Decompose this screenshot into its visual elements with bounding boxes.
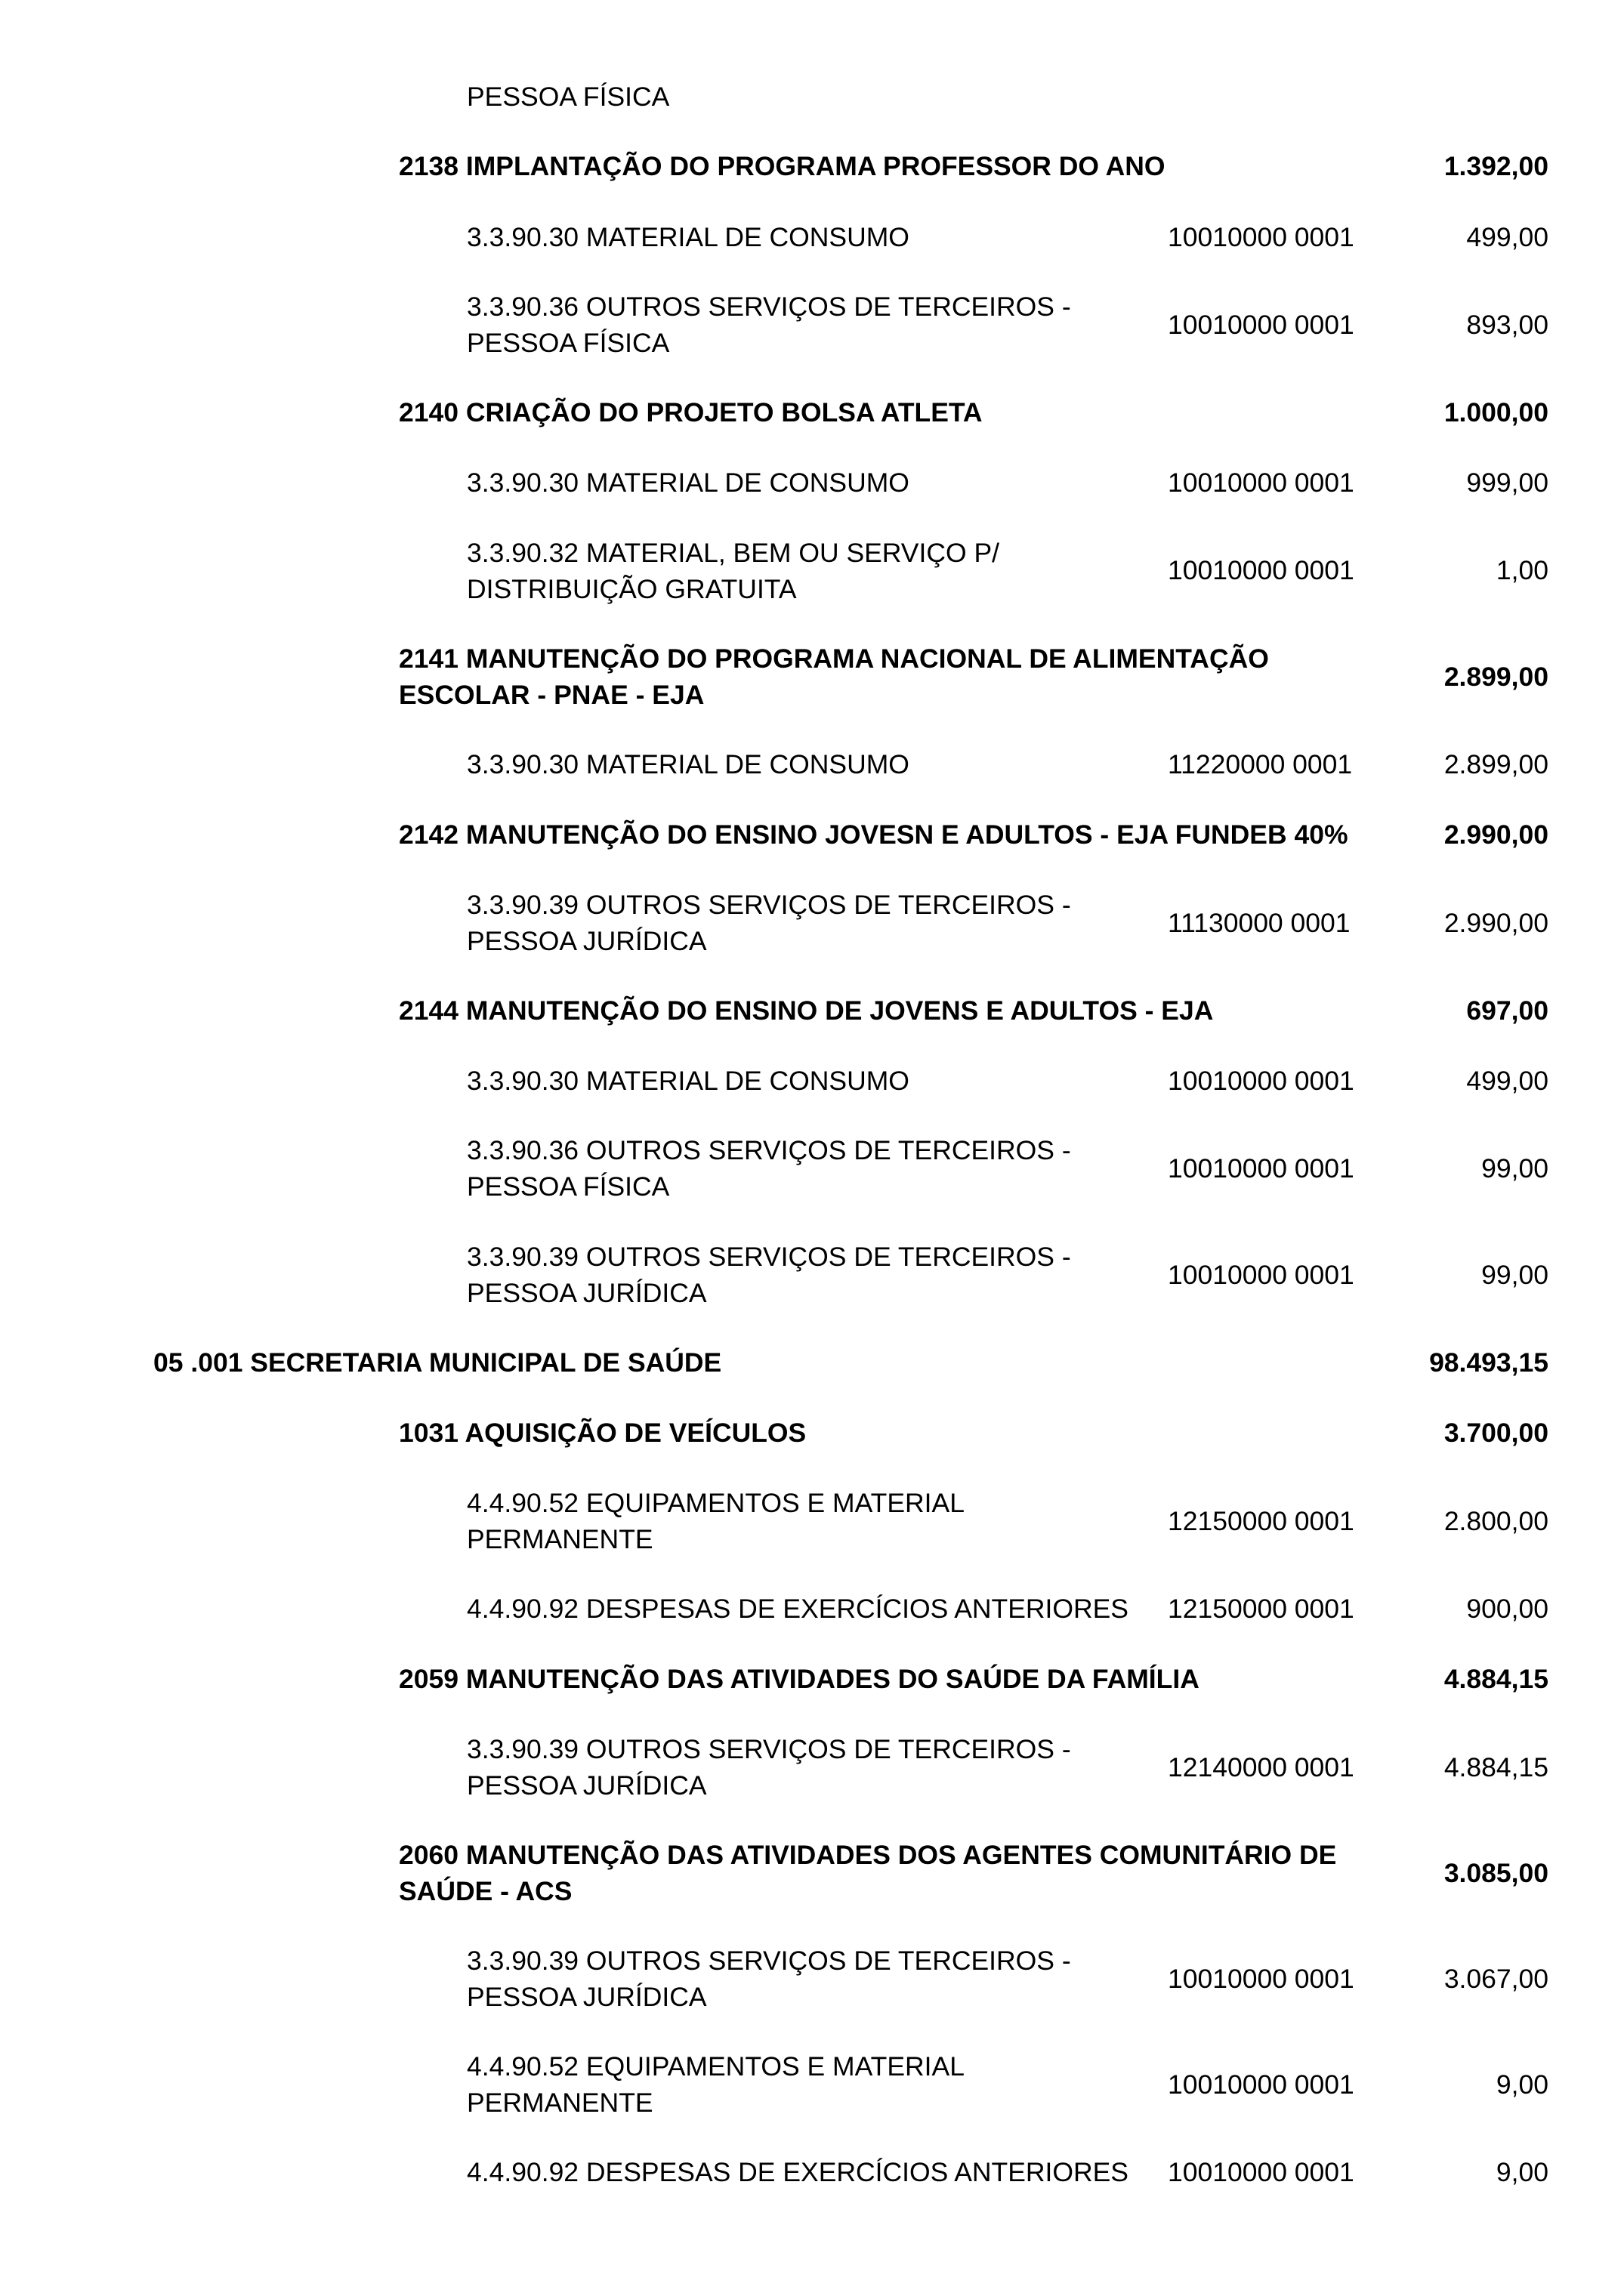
expense-source-code: 10010000 0001	[1168, 2069, 1354, 2100]
expense-description: 3.3.90.39 OUTROS SERVIÇOS DE TERCEIROS -	[467, 890, 1071, 920]
expense-source-code: 11220000 0001	[1168, 749, 1353, 779]
expense-source-code: 10010000 0001	[1168, 1066, 1354, 1096]
expense-value: 900,00	[1466, 1594, 1548, 1624]
expense-value: 3.067,00	[1443, 1964, 1548, 1994]
expense-value: 2.990,00	[1443, 908, 1548, 938]
expense-description-line2: PERMANENTE	[467, 1524, 653, 1554]
expense-value: 1,00	[1496, 555, 1548, 585]
expense-description-line2: PESSOA JURÍDICA	[467, 1278, 707, 1308]
expense-source-code: 11130000 0001	[1168, 908, 1351, 938]
project-2144-total: 697,00	[1466, 995, 1548, 1026]
expense-source-code: 10010000 0001	[1168, 1964, 1354, 1994]
expense-value: 9,00	[1496, 2069, 1548, 2100]
expense-description: 3.3.90.30 MATERIAL DE CONSUMO	[467, 222, 909, 252]
project-2141-title: 2141 MANUTENÇÃO DO PROGRAMA NACIONAL DE ALIMENTAÇÃO	[399, 643, 1269, 674]
expense-description: 4.4.90.92 DESPESAS DE EXERCÍCIOS ANTERIORES	[467, 1594, 1128, 1624]
expense-source-code: 10010000 0001	[1168, 2157, 1354, 2187]
project-2059-total: 4.884,15	[1443, 1664, 1548, 1694]
project-2142-total: 2.990,00	[1443, 819, 1548, 850]
project-2060-total: 3.085,00	[1443, 1858, 1548, 1888]
expense-description: 3.3.90.39 OUTROS SERVIÇOS DE TERCEIROS -	[467, 1946, 1071, 1976]
expense-description: 3.3.90.39 OUTROS SERVIÇOS DE TERCEIROS -	[467, 1734, 1071, 1764]
expense-description: 3.3.90.39 OUTROS SERVIÇOS DE TERCEIROS -	[467, 1242, 1071, 1272]
expense-description: 3.3.90.30 MATERIAL DE CONSUMO	[467, 468, 909, 498]
expense-description-line2: PERMANENTE	[467, 2088, 653, 2118]
project-2141-title-line2: ESCOLAR - PNAE - EJA	[399, 680, 705, 710]
expense-value: 2.899,00	[1443, 749, 1548, 779]
expense-description-line2: PESSOA JURÍDICA	[467, 926, 707, 956]
expense-description: 3.3.90.30 MATERIAL DE CONSUMO	[467, 1066, 909, 1096]
expense-value: 9,00	[1496, 2157, 1548, 2187]
expense-source-code: 12150000 0001	[1168, 1506, 1354, 1536]
organ-05-001-total: 98.493,15	[1429, 1347, 1548, 1378]
expense-description-line2: PESSOA FÍSICA	[467, 328, 670, 358]
expense-source-code: 10010000 0001	[1168, 310, 1354, 340]
expense-description-line2: PESSOA JURÍDICA	[467, 1982, 707, 2012]
expense-source-code: 10010000 0001	[1168, 1260, 1354, 1290]
expense-description: 4.4.90.52 EQUIPAMENTOS E MATERIAL	[467, 2051, 965, 2082]
project-1031-title: 1031 AQUISIÇÃO DE VEÍCULOS	[399, 1418, 807, 1448]
expense-description-line2: PESSOA FÍSICA	[467, 1171, 670, 1202]
expense-source-code: 10010000 0001	[1168, 222, 1354, 252]
project-2138-title: 2138 IMPLANTAÇÃO DO PROGRAMA PROFESSOR DO ANO	[399, 151, 1166, 181]
expense-source-code: 10010000 0001	[1168, 468, 1354, 498]
project-2140-total: 1.000,00	[1443, 397, 1548, 427]
project-2060-title-line2: SAÚDE - ACS	[399, 1876, 573, 1906]
project-2144-title: 2144 MANUTENÇÃO DO ENSINO DE JOVENS E ADULTOS - EJA	[399, 995, 1214, 1026]
expense-value: 499,00	[1466, 1066, 1548, 1096]
project-2141-total: 2.899,00	[1443, 662, 1548, 692]
expense-description-line2: DISTRIBUIÇÃO GRATUITA	[467, 574, 797, 604]
expense-description: 3.3.90.36 OUTROS SERVIÇOS DE TERCEIROS -	[467, 1135, 1071, 1165]
project-2140-title: 2140 CRIAÇÃO DO PROJETO BOLSA ATLETA	[399, 397, 983, 427]
expense-description-line2: PESSOA JURÍDICA	[467, 1770, 707, 1801]
expense-value: 4.884,15	[1443, 1752, 1548, 1782]
organ-05-001-title: 05 .001 SECRETARIA MUNICIPAL DE SAÚDE	[153, 1347, 722, 1378]
expense-value: 99,00	[1481, 1260, 1548, 1290]
expense-value: 2.800,00	[1443, 1506, 1548, 1536]
project-2059-title: 2059 MANUTENÇÃO DAS ATIVIDADES DO SAÚDE DA FAMÍLIA	[399, 1664, 1199, 1694]
expense-source-code: 10010000 0001	[1168, 1153, 1354, 1183]
project-2060-title: 2060 MANUTENÇÃO DAS ATIVIDADES DOS AGENTES COMUNITÁRIO DE	[399, 1840, 1337, 1870]
expense-description: 3.3.90.30 MATERIAL DE CONSUMO	[467, 749, 909, 779]
project-1031-total: 3.700,00	[1443, 1418, 1548, 1448]
expense-description: 3.3.90.32 MATERIAL, BEM OU SERVIÇO P/	[467, 538, 999, 568]
expense-source-code: 12140000 0001	[1168, 1752, 1354, 1782]
expense-value: 499,00	[1466, 222, 1548, 252]
expense-value: 893,00	[1466, 310, 1548, 340]
expense-description: 3.3.90.36 OUTROS SERVIÇOS DE TERCEIROS -	[467, 292, 1071, 322]
expense-value: 999,00	[1466, 468, 1548, 498]
expense-description: 4.4.90.92 DESPESAS DE EXERCÍCIOS ANTERIORES	[467, 2157, 1128, 2187]
expense-value: 99,00	[1481, 1153, 1548, 1183]
expense-source-code: 10010000 0001	[1168, 555, 1354, 585]
expense-description-continuation: PESSOA FÍSICA	[467, 82, 670, 112]
project-2142-title: 2142 MANUTENÇÃO DO ENSINO JOVESN E ADULTOS - EJA FUNDEB 40%	[399, 819, 1348, 850]
expense-source-code: 12150000 0001	[1168, 1594, 1354, 1624]
expense-description: 4.4.90.52 EQUIPAMENTOS E MATERIAL	[467, 1488, 965, 1518]
project-2138-total: 1.392,00	[1443, 151, 1548, 181]
